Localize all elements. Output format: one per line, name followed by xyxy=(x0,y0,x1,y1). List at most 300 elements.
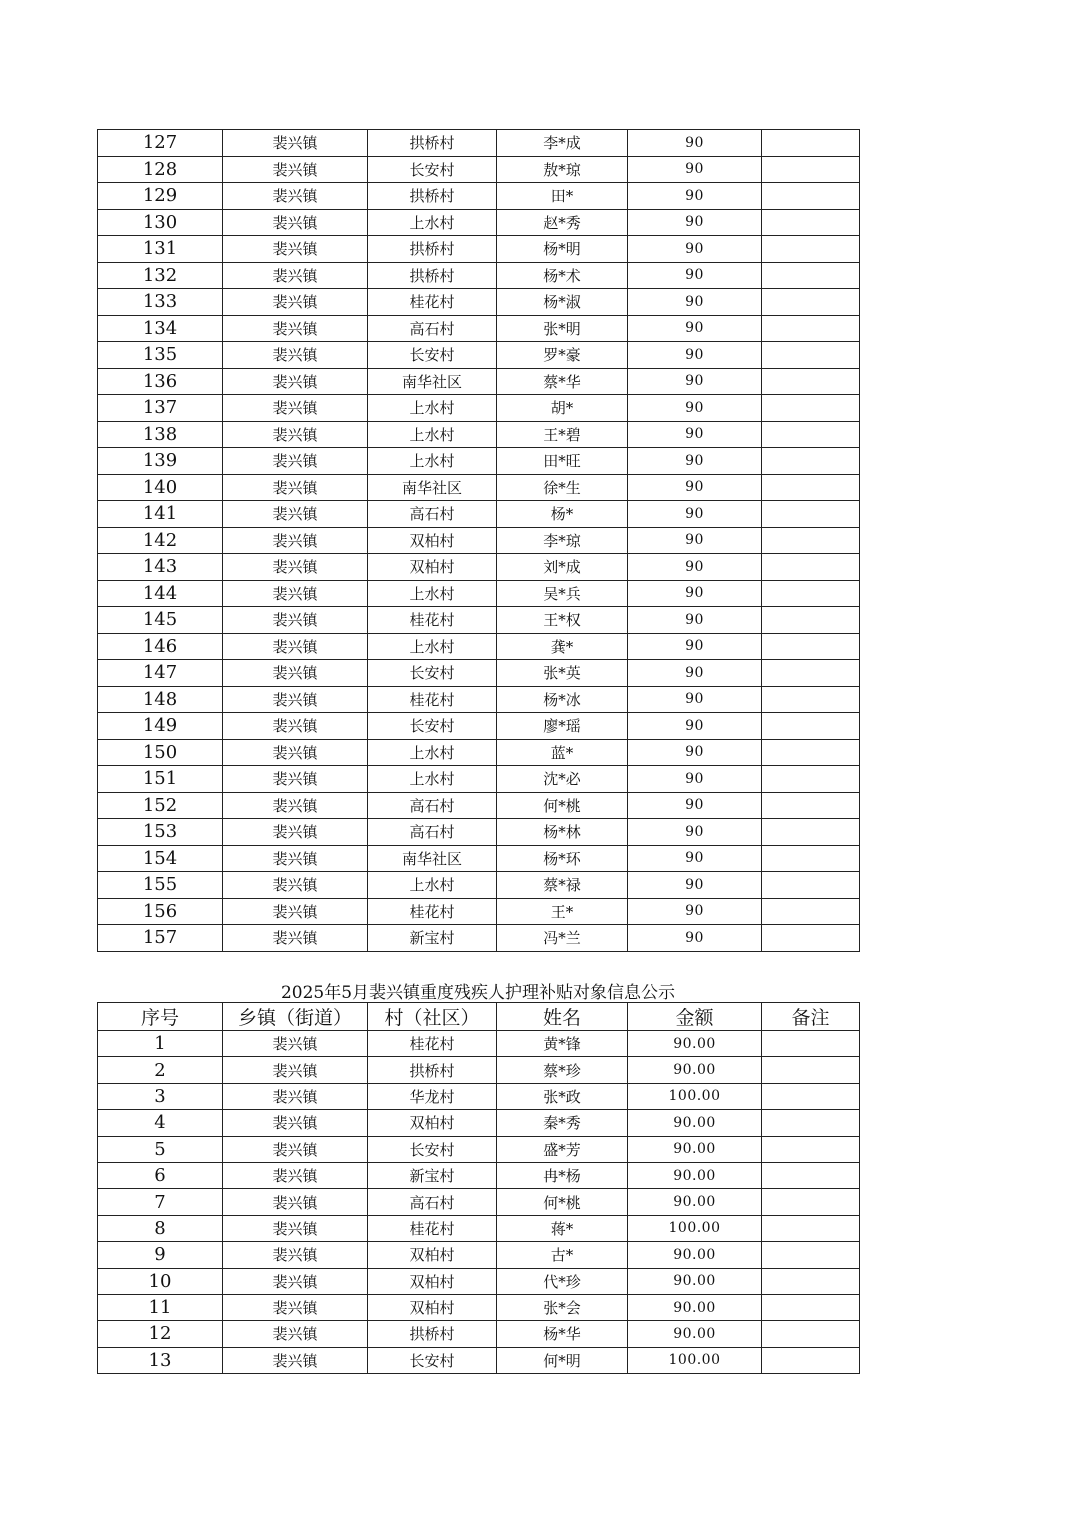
table-row xyxy=(98,448,860,475)
table-row xyxy=(98,262,860,289)
cell-no: 149 xyxy=(98,713,223,740)
cell-amount: 90 xyxy=(628,792,762,819)
cell-note xyxy=(762,792,860,819)
table-row xyxy=(98,315,860,342)
cell-name: 杨*环 xyxy=(497,845,628,872)
cell-town: 裴兴镇 xyxy=(223,660,368,687)
cell-no: 128 xyxy=(98,156,223,183)
cell-village: 上水村 xyxy=(368,448,497,475)
cell-note xyxy=(762,156,860,183)
cell-village: 上水村 xyxy=(368,766,497,793)
table-row xyxy=(98,1031,860,1057)
cell-amount: 90 xyxy=(628,209,762,236)
cell-no: 137 xyxy=(98,395,223,422)
cell-town: 裴兴镇 xyxy=(223,739,368,766)
cell-note xyxy=(762,342,860,369)
cell-village: 双柏村 xyxy=(368,1242,497,1268)
cell-village: 南华社区 xyxy=(368,845,497,872)
cell-name: 杨*林 xyxy=(497,819,628,846)
cell-amount: 90 xyxy=(628,395,762,422)
cell-amount: 90 xyxy=(628,342,762,369)
cell-village: 双柏村 xyxy=(368,1110,497,1136)
cell-name: 龚* xyxy=(497,633,628,660)
cell-no: 150 xyxy=(98,739,223,766)
table-row xyxy=(98,1294,860,1320)
cell-amount: 90 xyxy=(628,262,762,289)
cell-town: 裴兴镇 xyxy=(223,315,368,342)
cell-town: 裴兴镇 xyxy=(223,819,368,846)
cell-no: 11 xyxy=(98,1294,223,1320)
cell-village: 拱桥村 xyxy=(368,1057,497,1083)
cell-note xyxy=(762,1268,860,1294)
cell-note xyxy=(762,368,860,395)
cell-amount: 90.00 xyxy=(628,1242,762,1268)
cell-name: 杨*术 xyxy=(497,262,628,289)
cell-name: 杨*明 xyxy=(497,236,628,263)
cell-no: 151 xyxy=(98,766,223,793)
cell-note xyxy=(762,474,860,501)
table-row xyxy=(98,1057,860,1083)
cell-no: 147 xyxy=(98,660,223,687)
cell-name: 王*碧 xyxy=(497,421,628,448)
cell-village: 长安村 xyxy=(368,1347,497,1373)
cell-name: 沈*必 xyxy=(497,766,628,793)
cell-name: 敖*琼 xyxy=(497,156,628,183)
cell-amount: 90 xyxy=(628,527,762,554)
cell-town: 裴兴镇 xyxy=(223,1268,368,1294)
cell-note xyxy=(762,660,860,687)
cell-note xyxy=(762,766,860,793)
cell-name: 刘*成 xyxy=(497,554,628,581)
cell-town: 裴兴镇 xyxy=(223,156,368,183)
cell-no: 5 xyxy=(98,1136,223,1162)
cell-note xyxy=(762,1215,860,1241)
cell-amount: 90 xyxy=(628,315,762,342)
cell-town: 裴兴镇 xyxy=(223,792,368,819)
cell-name: 代*珍 xyxy=(497,1268,628,1294)
cell-town: 裴兴镇 xyxy=(223,209,368,236)
cell-village: 长安村 xyxy=(368,713,497,740)
cell-amount: 90 xyxy=(628,686,762,713)
cell-amount: 90 xyxy=(628,554,762,581)
cell-no: 146 xyxy=(98,633,223,660)
cell-amount: 90 xyxy=(628,580,762,607)
cell-name: 王*权 xyxy=(497,607,628,634)
cell-amount: 90 xyxy=(628,156,762,183)
cell-no: 135 xyxy=(98,342,223,369)
cell-village: 长安村 xyxy=(368,342,497,369)
cell-amount: 90 xyxy=(628,925,762,952)
cell-no: 2 xyxy=(98,1057,223,1083)
table-row xyxy=(98,607,860,634)
header-no: 序号 xyxy=(98,1003,223,1031)
cell-name: 何*明 xyxy=(497,1347,628,1373)
cell-note xyxy=(762,713,860,740)
table-header xyxy=(98,1003,860,1031)
cell-name: 秦*秀 xyxy=(497,1110,628,1136)
cell-no: 143 xyxy=(98,554,223,581)
cell-no: 133 xyxy=(98,289,223,316)
cell-name: 李*琼 xyxy=(497,527,628,554)
cell-town: 裴兴镇 xyxy=(223,1294,368,1320)
cell-note xyxy=(762,421,860,448)
cell-note xyxy=(762,1136,860,1162)
cell-village: 桂花村 xyxy=(368,898,497,925)
cell-village: 桂花村 xyxy=(368,686,497,713)
cell-name: 田*旺 xyxy=(497,448,628,475)
table-row xyxy=(98,713,860,740)
cell-town: 裴兴镇 xyxy=(223,872,368,899)
table-row xyxy=(98,421,860,448)
cell-name: 蔡*禄 xyxy=(497,872,628,899)
cell-note xyxy=(762,183,860,210)
table-row xyxy=(98,686,860,713)
cell-note xyxy=(762,395,860,422)
cell-note xyxy=(762,686,860,713)
cell-village: 上水村 xyxy=(368,209,497,236)
cell-name: 杨*淑 xyxy=(497,289,628,316)
cell-village: 桂花村 xyxy=(368,1215,497,1241)
cell-no: 144 xyxy=(98,580,223,607)
cell-no: 3 xyxy=(98,1083,223,1109)
cell-town: 裴兴镇 xyxy=(223,289,368,316)
table-row xyxy=(98,527,860,554)
cell-name: 张*明 xyxy=(497,315,628,342)
cell-town: 裴兴镇 xyxy=(223,607,368,634)
table-row xyxy=(98,1242,860,1268)
cell-name: 胡* xyxy=(497,395,628,422)
cell-town: 裴兴镇 xyxy=(223,633,368,660)
table-row xyxy=(98,872,860,899)
cell-name: 蔡*华 xyxy=(497,368,628,395)
cell-note xyxy=(762,501,860,528)
cell-name: 杨* xyxy=(497,501,628,528)
cell-town: 裴兴镇 xyxy=(223,580,368,607)
cell-no: 142 xyxy=(98,527,223,554)
table-row xyxy=(98,739,860,766)
cell-no: 157 xyxy=(98,925,223,952)
cell-no: 152 xyxy=(98,792,223,819)
cell-town: 裴兴镇 xyxy=(223,395,368,422)
cell-amount: 90 xyxy=(628,183,762,210)
cell-village: 新宝村 xyxy=(368,925,497,952)
cell-note xyxy=(762,527,860,554)
cell-name: 杨*华 xyxy=(497,1321,628,1347)
cell-village: 高石村 xyxy=(368,819,497,846)
cell-note xyxy=(762,315,860,342)
table-row xyxy=(98,1110,860,1136)
cell-town: 裴兴镇 xyxy=(223,1083,368,1109)
cell-village: 拱桥村 xyxy=(368,236,497,263)
table-title: 2025年5月裴兴镇重度残疾人护理补贴对象信息公示 xyxy=(280,983,676,1003)
table-row xyxy=(98,474,860,501)
cell-amount: 100.00 xyxy=(628,1215,762,1241)
cell-note xyxy=(762,1162,860,1188)
cell-note xyxy=(762,262,860,289)
cell-note xyxy=(762,580,860,607)
table-row xyxy=(98,236,860,263)
cell-village: 高石村 xyxy=(368,501,497,528)
cell-note xyxy=(762,448,860,475)
cell-name: 赵*秀 xyxy=(497,209,628,236)
cell-village: 长安村 xyxy=(368,1136,497,1162)
table-row xyxy=(98,342,860,369)
cell-note xyxy=(762,1083,860,1109)
cell-no: 145 xyxy=(98,607,223,634)
cell-town: 裴兴镇 xyxy=(223,474,368,501)
cell-name: 黄*锋 xyxy=(497,1031,628,1057)
cell-amount: 90 xyxy=(628,819,762,846)
cell-note xyxy=(762,289,860,316)
cell-name: 蒋* xyxy=(497,1215,628,1241)
cell-note xyxy=(762,554,860,581)
cell-amount: 90.00 xyxy=(628,1031,762,1057)
table-row xyxy=(98,183,860,210)
cell-village: 上水村 xyxy=(368,395,497,422)
header-note: 备注 xyxy=(762,1003,860,1031)
cell-amount: 90.00 xyxy=(628,1189,762,1215)
cell-village: 桂花村 xyxy=(368,1031,497,1057)
subsidy-table-may-2025 xyxy=(97,1002,860,1374)
cell-amount: 90 xyxy=(628,368,762,395)
cell-amount: 90 xyxy=(628,845,762,872)
cell-name: 田* xyxy=(497,183,628,210)
cell-village: 新宝村 xyxy=(368,1162,497,1188)
cell-amount: 90 xyxy=(628,898,762,925)
cell-note xyxy=(762,819,860,846)
cell-town: 裴兴镇 xyxy=(223,1347,368,1373)
cell-note xyxy=(762,1110,860,1136)
cell-no: 154 xyxy=(98,845,223,872)
cell-name: 古* xyxy=(497,1242,628,1268)
cell-amount: 90.00 xyxy=(628,1110,762,1136)
cell-no: 148 xyxy=(98,686,223,713)
cell-name: 何*桃 xyxy=(497,1189,628,1215)
cell-note xyxy=(762,925,860,952)
cell-amount: 90 xyxy=(628,501,762,528)
cell-town: 裴兴镇 xyxy=(223,1215,368,1241)
cell-note xyxy=(762,1031,860,1057)
cell-note xyxy=(762,607,860,634)
table-body xyxy=(98,1031,860,1374)
cell-name: 张*政 xyxy=(497,1083,628,1109)
cell-amount: 90 xyxy=(628,448,762,475)
cell-note xyxy=(762,1321,860,1347)
cell-no: 138 xyxy=(98,421,223,448)
table-row xyxy=(98,1083,860,1109)
header-town: 乡镇（街道） xyxy=(223,1003,368,1031)
table-row xyxy=(98,1162,860,1188)
table-row xyxy=(98,1268,860,1294)
cell-note xyxy=(762,236,860,263)
cell-amount: 90 xyxy=(628,607,762,634)
cell-amount: 90.00 xyxy=(628,1268,762,1294)
cell-name: 杨*冰 xyxy=(497,686,628,713)
cell-village: 双柏村 xyxy=(368,527,497,554)
cell-town: 裴兴镇 xyxy=(223,130,368,157)
cell-amount: 90.00 xyxy=(628,1162,762,1188)
cell-village: 双柏村 xyxy=(368,1294,497,1320)
cell-village: 上水村 xyxy=(368,872,497,899)
table-row xyxy=(98,209,860,236)
cell-amount: 90.00 xyxy=(628,1294,762,1320)
cell-no: 139 xyxy=(98,448,223,475)
table-row xyxy=(98,633,860,660)
cell-town: 裴兴镇 xyxy=(223,1189,368,1215)
cell-amount: 90.00 xyxy=(628,1136,762,1162)
cell-name: 盛*芳 xyxy=(497,1136,628,1162)
cell-town: 裴兴镇 xyxy=(223,262,368,289)
cell-town: 裴兴镇 xyxy=(223,1057,368,1083)
table-row xyxy=(98,289,860,316)
cell-town: 裴兴镇 xyxy=(223,686,368,713)
cell-no: 6 xyxy=(98,1162,223,1188)
cell-amount: 90 xyxy=(628,872,762,899)
cell-note xyxy=(762,872,860,899)
table-row xyxy=(98,1215,860,1241)
cell-no: 10 xyxy=(98,1268,223,1294)
cell-no: 141 xyxy=(98,501,223,528)
cell-village: 高石村 xyxy=(368,1189,497,1215)
cell-note xyxy=(762,209,860,236)
cell-village: 上水村 xyxy=(368,739,497,766)
header-amount: 金额 xyxy=(628,1003,762,1031)
table-row xyxy=(98,660,860,687)
cell-amount: 90.00 xyxy=(628,1321,762,1347)
table-row xyxy=(98,792,860,819)
table-row xyxy=(98,1136,860,1162)
cell-village: 拱桥村 xyxy=(368,262,497,289)
cell-no: 155 xyxy=(98,872,223,899)
cell-no: 134 xyxy=(98,315,223,342)
cell-no: 13 xyxy=(98,1347,223,1373)
table-row xyxy=(98,1347,860,1373)
cell-note xyxy=(762,633,860,660)
cell-amount: 90 xyxy=(628,236,762,263)
cell-no: 130 xyxy=(98,209,223,236)
cell-village: 拱桥村 xyxy=(368,130,497,157)
cell-note xyxy=(762,1347,860,1373)
table-row xyxy=(98,395,860,422)
cell-name: 徐*生 xyxy=(497,474,628,501)
cell-town: 裴兴镇 xyxy=(223,845,368,872)
cell-amount: 90.00 xyxy=(628,1057,762,1083)
cell-amount: 90 xyxy=(628,130,762,157)
cell-town: 裴兴镇 xyxy=(223,713,368,740)
cell-note xyxy=(762,845,860,872)
cell-name: 蓝* xyxy=(497,739,628,766)
cell-village: 上水村 xyxy=(368,633,497,660)
cell-amount: 90 xyxy=(628,289,762,316)
table-row xyxy=(98,368,860,395)
table-body xyxy=(98,130,860,952)
cell-note xyxy=(762,1294,860,1320)
cell-no: 132 xyxy=(98,262,223,289)
cell-town: 裴兴镇 xyxy=(223,527,368,554)
cell-name: 罗*豪 xyxy=(497,342,628,369)
cell-village: 拱桥村 xyxy=(368,1321,497,1347)
cell-name: 张*英 xyxy=(497,660,628,687)
cell-note xyxy=(762,898,860,925)
cell-name: 张*会 xyxy=(497,1294,628,1320)
cell-town: 裴兴镇 xyxy=(223,925,368,952)
cell-name: 吴*兵 xyxy=(497,580,628,607)
cell-amount: 90 xyxy=(628,713,762,740)
cell-village: 上水村 xyxy=(368,421,497,448)
cell-village: 双柏村 xyxy=(368,1268,497,1294)
cell-village: 双柏村 xyxy=(368,554,497,581)
cell-village: 拱桥村 xyxy=(368,183,497,210)
cell-town: 裴兴镇 xyxy=(223,766,368,793)
cell-no: 8 xyxy=(98,1215,223,1241)
cell-amount: 90 xyxy=(628,633,762,660)
cell-note xyxy=(762,130,860,157)
cell-no: 9 xyxy=(98,1242,223,1268)
cell-no: 140 xyxy=(98,474,223,501)
cell-village: 上水村 xyxy=(368,580,497,607)
cell-town: 裴兴镇 xyxy=(223,501,368,528)
cell-name: 何*桃 xyxy=(497,792,628,819)
cell-town: 裴兴镇 xyxy=(223,898,368,925)
cell-town: 裴兴镇 xyxy=(223,183,368,210)
cell-town: 裴兴镇 xyxy=(223,1321,368,1347)
table-row xyxy=(98,554,860,581)
cell-village: 华龙村 xyxy=(368,1083,497,1109)
cell-village: 长安村 xyxy=(368,660,497,687)
cell-village: 桂花村 xyxy=(368,289,497,316)
cell-town: 裴兴镇 xyxy=(223,236,368,263)
cell-town: 裴兴镇 xyxy=(223,342,368,369)
cell-name: 王* xyxy=(497,898,628,925)
cell-town: 裴兴镇 xyxy=(223,368,368,395)
cell-no: 153 xyxy=(98,819,223,846)
cell-town: 裴兴镇 xyxy=(223,421,368,448)
cell-no: 127 xyxy=(98,130,223,157)
cell-no: 1 xyxy=(98,1031,223,1057)
cell-note xyxy=(762,1189,860,1215)
table-row xyxy=(98,580,860,607)
cell-town: 裴兴镇 xyxy=(223,1031,368,1057)
cell-name: 冉*杨 xyxy=(497,1162,628,1188)
header-village: 村（社区） xyxy=(368,1003,497,1031)
cell-no: 156 xyxy=(98,898,223,925)
cell-note xyxy=(762,1057,860,1083)
cell-no: 4 xyxy=(98,1110,223,1136)
cell-amount: 100.00 xyxy=(628,1083,762,1109)
table-row xyxy=(98,130,860,157)
cell-no: 129 xyxy=(98,183,223,210)
table-row xyxy=(98,1321,860,1347)
subsidy-table-continued xyxy=(97,129,860,952)
cell-village: 高石村 xyxy=(368,792,497,819)
cell-no: 7 xyxy=(98,1189,223,1215)
cell-amount: 100.00 xyxy=(628,1347,762,1373)
cell-town: 裴兴镇 xyxy=(223,1136,368,1162)
table-row xyxy=(98,898,860,925)
cell-name: 蔡*珍 xyxy=(497,1057,628,1083)
cell-town: 裴兴镇 xyxy=(223,554,368,581)
cell-village: 长安村 xyxy=(368,156,497,183)
cell-amount: 90 xyxy=(628,474,762,501)
cell-village: 南华社区 xyxy=(368,474,497,501)
table-row xyxy=(98,156,860,183)
cell-amount: 90 xyxy=(628,739,762,766)
cell-name: 李*成 xyxy=(497,130,628,157)
cell-village: 高石村 xyxy=(368,315,497,342)
cell-town: 裴兴镇 xyxy=(223,1162,368,1188)
cell-amount: 90 xyxy=(628,660,762,687)
cell-amount: 90 xyxy=(628,766,762,793)
